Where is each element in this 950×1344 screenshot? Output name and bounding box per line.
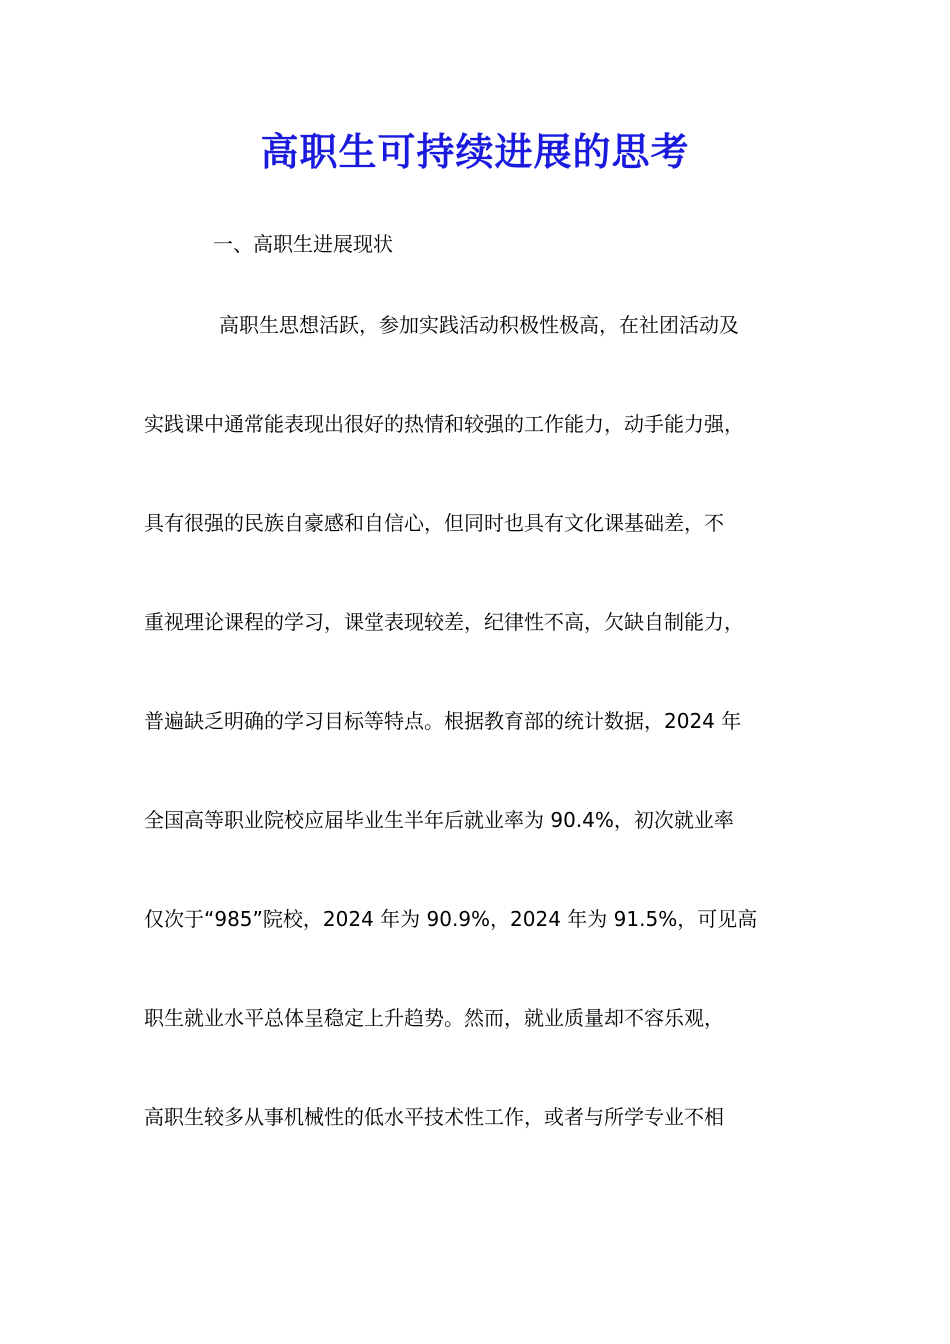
paragraph-line: 实践课中通常能表现出很好的热情和较强的工作能力，动手能力强， bbox=[144, 412, 744, 436]
section-heading: 一、高职生进展现状 bbox=[213, 232, 393, 256]
paragraph-line: 普遍缺乏明确的学习目标等特点。根据教育部的统计数据，2024 年 bbox=[144, 709, 742, 733]
paragraph-line: 具有很强的民族自豪感和自信心，但同时也具有文化课基础差，不 bbox=[144, 511, 724, 535]
paragraph-line: 重视理论课程的学习，课堂表现较差，纪律性不高，欠缺自制能力， bbox=[144, 610, 744, 634]
paragraph-line: 全国高等职业院校应届毕业生半年后就业率为 90.4%，初次就业率 bbox=[144, 808, 734, 832]
document-title: 高职生可持续进展的思考 bbox=[260, 129, 690, 174]
paragraph-line: 高职生较多从事机械性的低水平技术性工作，或者与所学专业不相 bbox=[144, 1105, 724, 1129]
paragraph-line: 职生就业水平总体呈稳定上升趋势。然而，就业质量却不容乐观， bbox=[144, 1006, 724, 1030]
paragraph-line: 高职生思想活跃，参加实践活动积极性极高，在社团活动及 bbox=[199, 313, 739, 337]
paragraph-line: 仅次于“985”院校，2024 年为 90.9%，2024 年为 91.5%，可见高 bbox=[144, 907, 758, 931]
